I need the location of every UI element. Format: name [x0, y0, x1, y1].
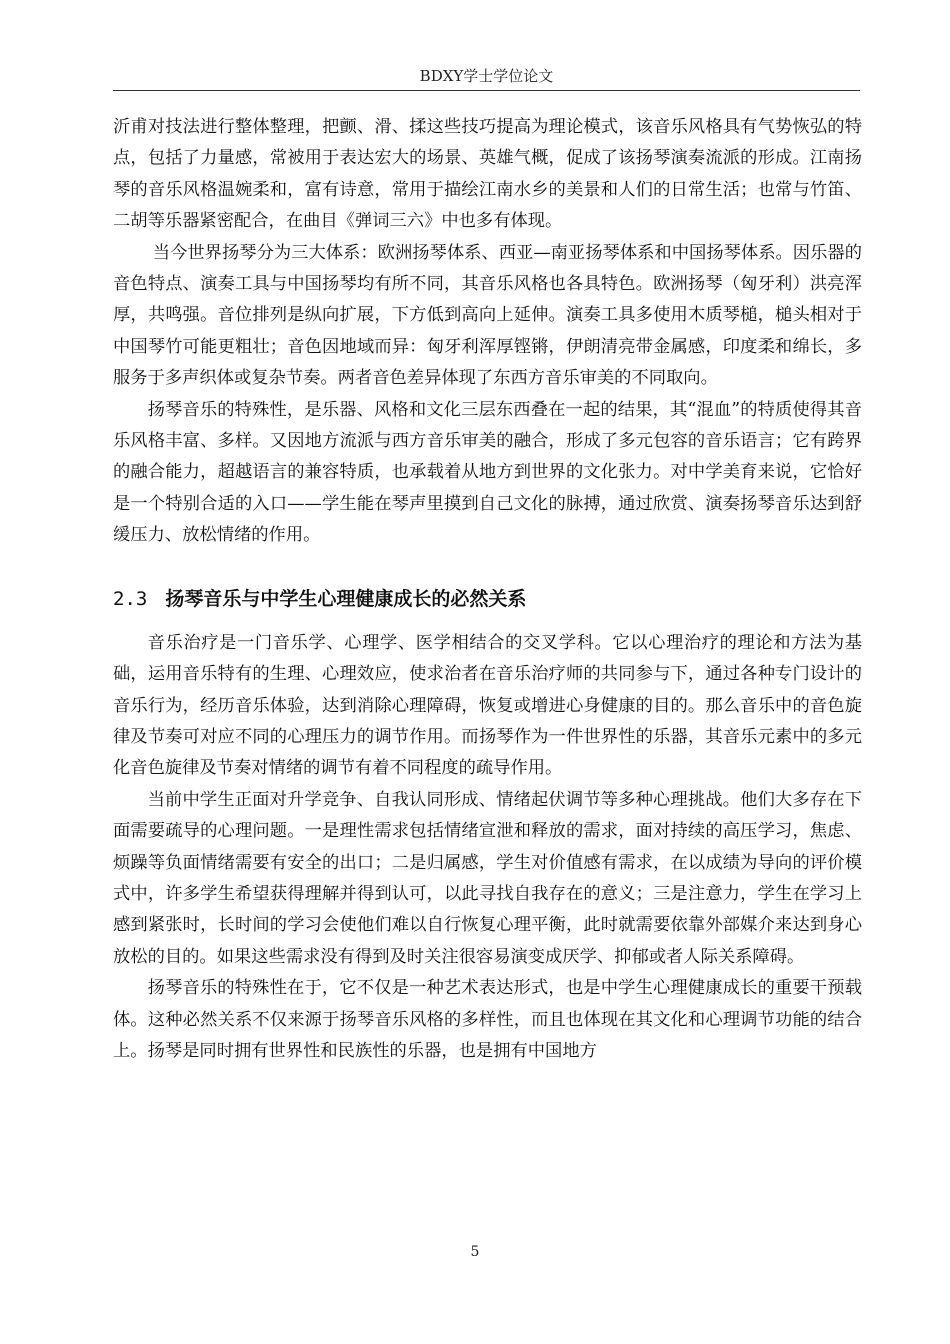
paragraph-student-challenges: 当前中学生正面对升学竞争、自我认同形成、情绪起伏调节等多种心理挑战。他们大多存在下面需要疏导的心理问题。一是理性需求包括情绪宣泄和释放的需求，面对持续的高压学习，焦虑、烦躁等负面情绪需要有安全的出口；二是归属感，学生对价值感有需求，在以成绩为导向的评价模式中，许多学生希望获得理解并得到认可，以此寻找自我存在的意义；三是注意力，学生在学习上感到紧张时，长时间的学习会使他们难以自行恢复心理平衡，此时就需要依靠外部媒介来达到身心放松的目的。如果这些需求没有得到及时关注很容易演变成厌学、抑郁或者人际关系障碍。	[113, 789, 862, 967]
header-title: BDXY学士学位论文	[419, 67, 554, 85]
paragraph-continuation: 沂甫对技法进行整体整理，把颤、滑、揉这些技巧提高为理论模式，该音乐风格具有气势恢弘的特点，包括了力量感，常被用于表达宏大的场景、英雄气概，促成了该扬琴演奏流派的形成。江南扬琴的音乐风格温婉柔和，富有诗意，常用于描绘江南水乡的美景和人们的日常生活；也常与竹笛、二胡等乐器紧密配合，在曲目《弹词三六》中也多有体现。	[113, 117, 862, 232]
section-title: 扬琴音乐与中学生心理健康成长的必然关系	[165, 587, 527, 610]
page-number: 5	[470, 1244, 480, 1260]
paragraph-yangqin-intervention: 扬琴音乐的特殊性在于，它不仅是一种艺术表达形式，也是中学生心理健康成长的重要干预载体。这种必然关系不仅来源于扬琴音乐风格的多样性，而且也体现在其文化和心理调节功能的结合上。扬琴是同时拥有世界性和民族性的乐器，也是拥有中国地方	[113, 978, 862, 1061]
section-heading	[113, 582, 862, 616]
paragraph-yangqin-uniqueness: 扬琴音乐的特殊性，是乐器、风格和文化三层东西叠在一起的结果，其“混血”的特质使得其音乐风格丰富、多样。又因地方流派与西方音乐审美的融合，形成了多元包容的音乐语言；它有跨界的融合能力，超越语言的兼容特质，也承载着从地方到世界的文化张力。对中学美育来说，它恰好是一个特别合适的入口——学生能在琴声里摸到自己文化的脉搏，通过欣赏、演奏扬琴音乐达到舒缓压力、放松情绪的作用。	[113, 399, 862, 546]
paragraph-yangqin-systems: 当今世界扬琴分为三大体系：欧洲扬琴体系、西亚—南亚扬琴体系和中国扬琴体系。因乐器的音色特点、演奏工具与中国扬琴均有所不同，其音乐风格也各具特色。欧洲扬琴（匈牙利）洪亮浑厚，共鸣强。音位排列是纵向扩展，下方低到高向上延伸。演奏工具多使用木质琴槌，槌头相对于中国琴竹可能更粗壮；音色因地域而异：匈牙利浑厚铿锵，伊朗清亮带金属感，印度柔和绵长，多服务于多声织体或复杂节奏。两者音色差异体现了东西方音乐审美的不同取向。	[113, 242, 862, 389]
section-number: 2.3	[113, 587, 148, 610]
paragraph-music-therapy: 音乐治疗是一门音乐学、心理学、医学相结合的交叉学科。它以心理治疗的理论和方法为基础，运用音乐特有的生理、心理效应，使求治者在音乐治疗师的共同参与下，通过各种专门设计的音乐行为，经历音乐体验，达到消除心理障碍，恢复或增进心身健康的目的。那么音乐中的音色旋律及节奏可对应不同的心理压力的调节作用。而扬琴作为一件世界性的乐器，其音乐元素中的多元化音色旋律及节奏对情绪的调节有着不同程度的疏导作用。	[113, 632, 862, 779]
page-header	[113, 62, 860, 91]
document-body	[113, 112, 862, 1067]
